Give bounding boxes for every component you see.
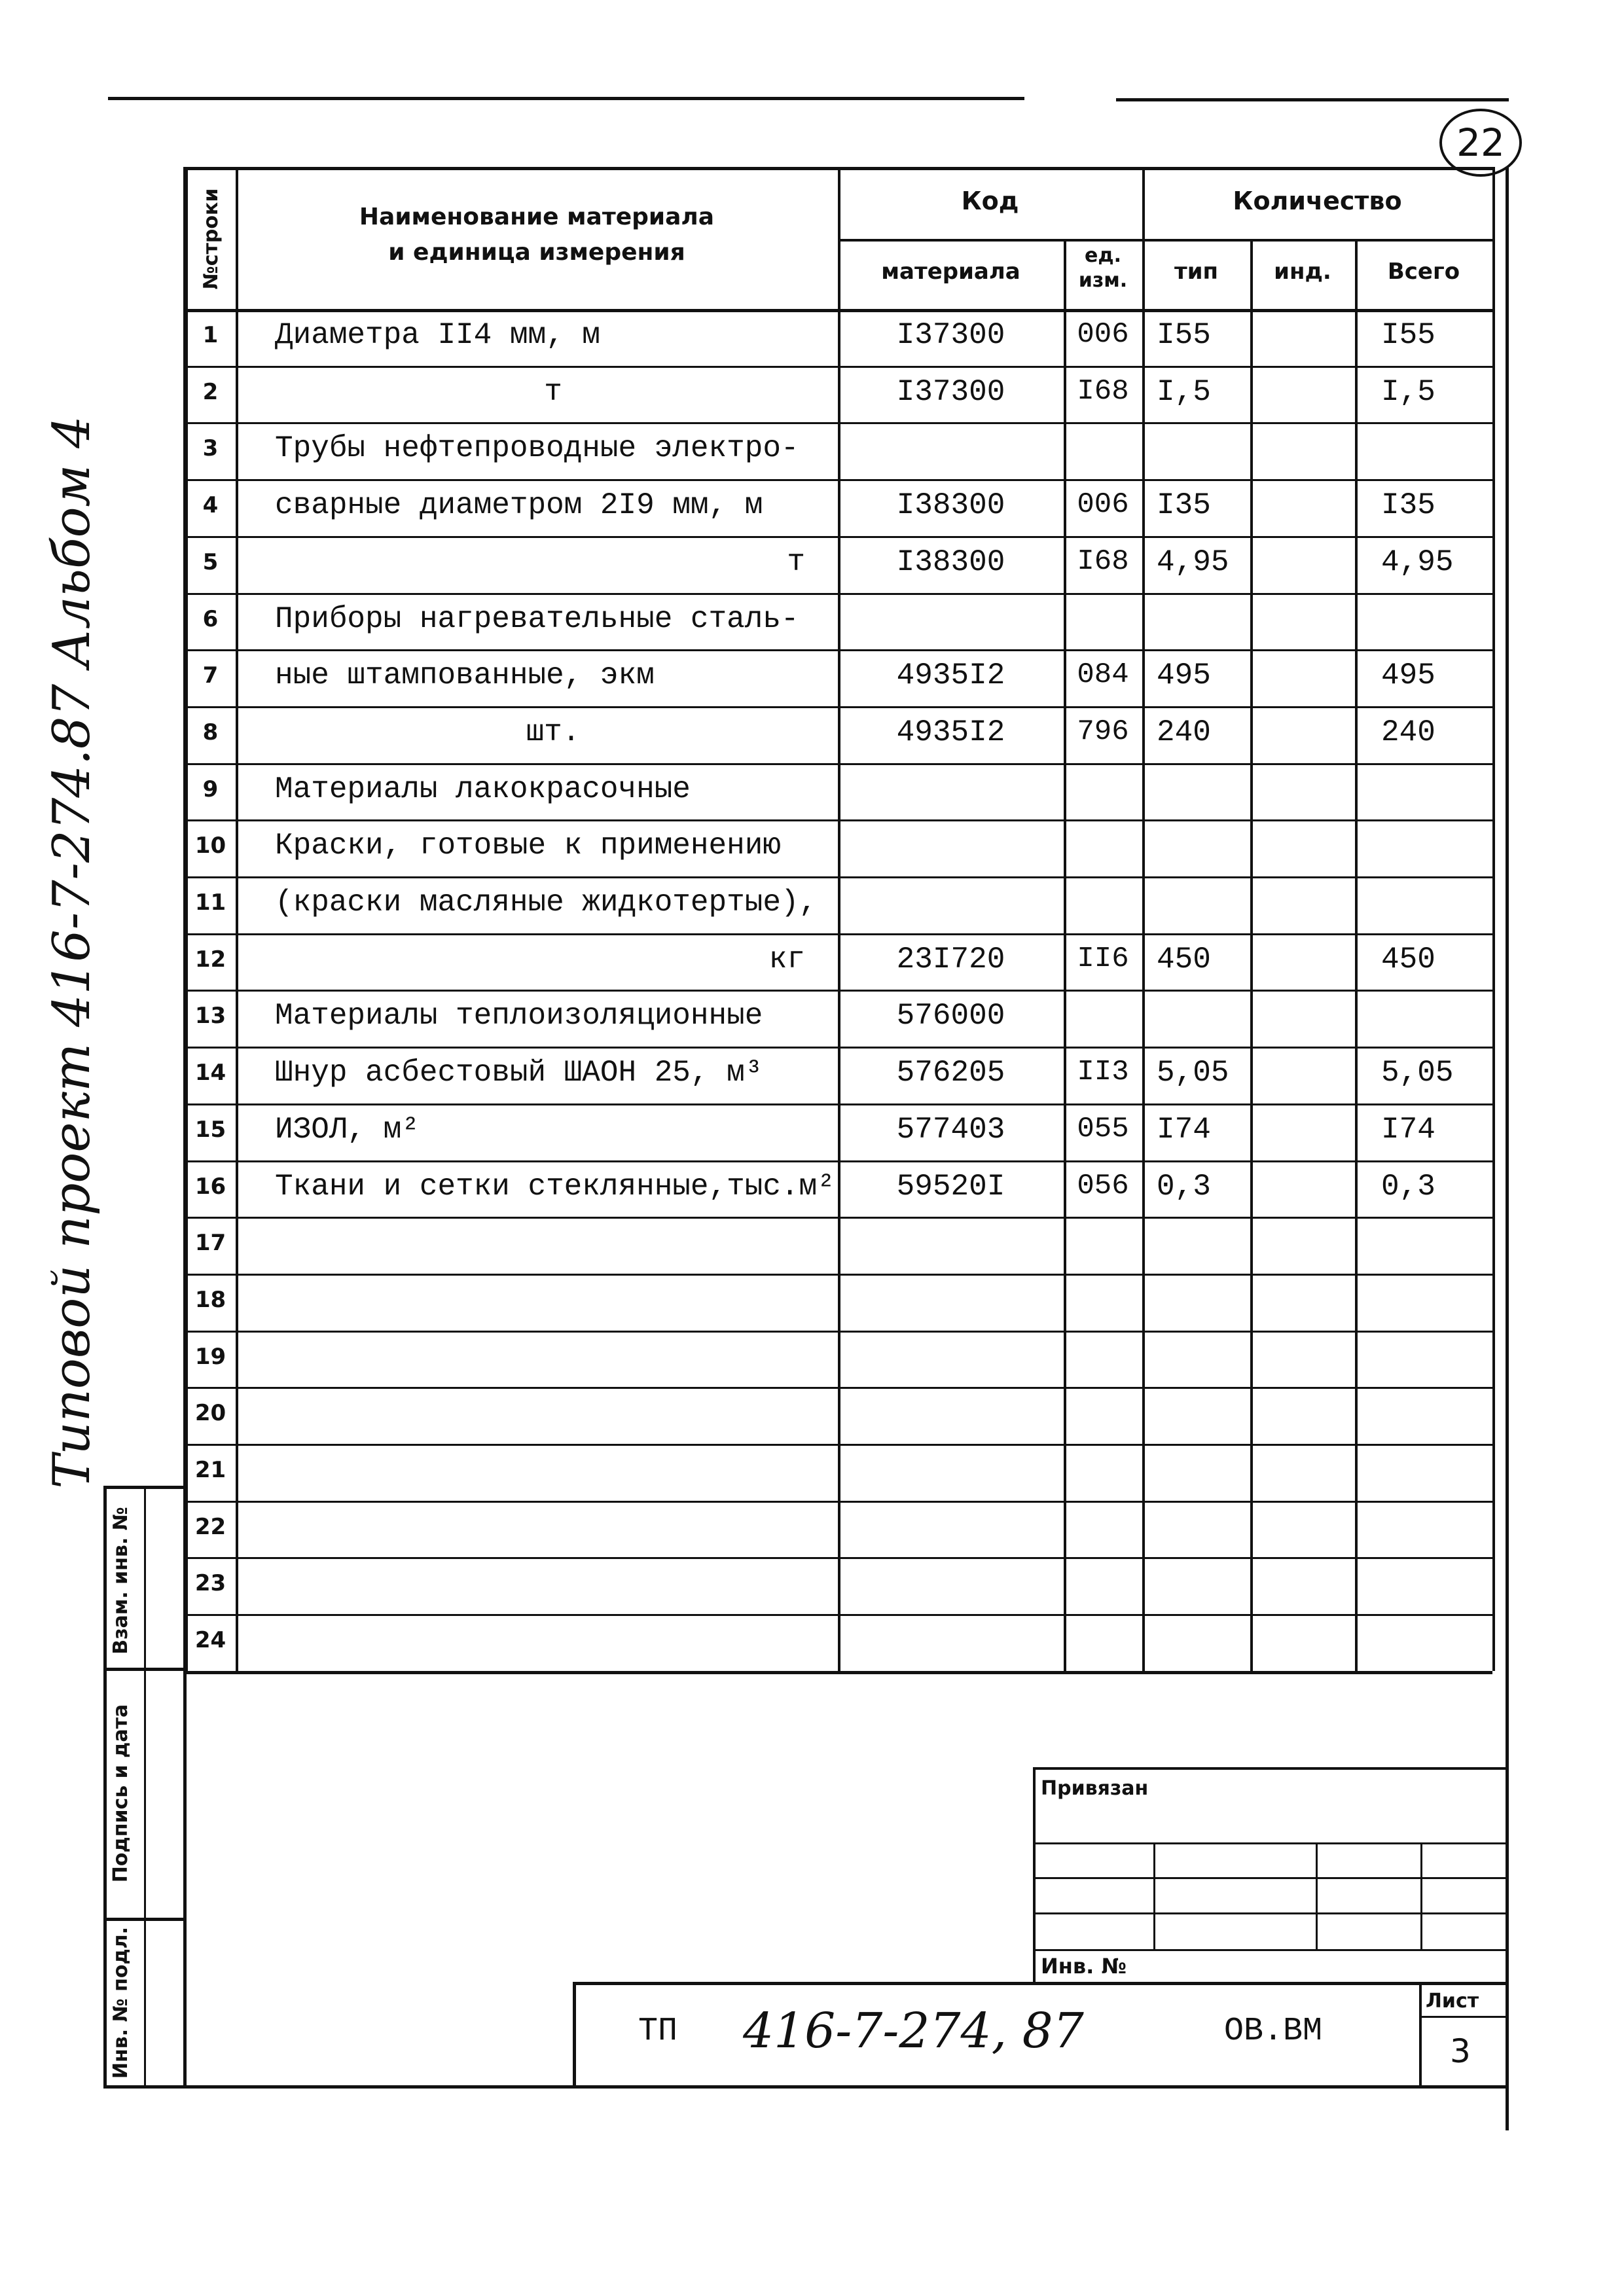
sheet-number-circle: 22 <box>1439 109 1522 177</box>
row-name: (краски масляные жидкотертые), <box>275 886 818 920</box>
row-typ: I35 <box>1157 488 1211 523</box>
row-unit: I68 <box>1077 545 1129 578</box>
row-total: I,5 <box>1381 374 1435 409</box>
row-unit: 006 <box>1077 318 1129 351</box>
table-row-line <box>185 1047 1492 1049</box>
tb-col1 <box>1153 1842 1155 1950</box>
row-name: Материалы теплоизоляционные <box>275 999 763 1033</box>
stamp-inv-podl: Инв. № подл. <box>109 1926 132 2079</box>
header-code: Код <box>961 187 1019 215</box>
row-total: 495 <box>1381 658 1435 693</box>
tb-row4 <box>1034 1949 1506 1951</box>
row-material: 576205 <box>896 1056 1005 1090</box>
row-name: ИЗОЛ, м² <box>275 1112 420 1147</box>
row-total: I55 <box>1381 318 1435 352</box>
row-name: Краски, готовые к применению <box>275 829 781 863</box>
table-row-line <box>185 422 1492 424</box>
row-number: 5 <box>202 548 219 575</box>
frame-right <box>1506 167 1509 2130</box>
row-number: 18 <box>194 1286 226 1313</box>
stamp-podpis-data: Подпись и дата <box>109 1704 132 1883</box>
row-number: 3 <box>202 435 219 462</box>
row-total: 5,05 <box>1381 1056 1454 1090</box>
stamp-border-right <box>183 167 187 2088</box>
row-name: Ткани и сетки стеклянные,тыс.м² <box>275 1169 835 1204</box>
table-row-line <box>185 649 1492 651</box>
row-number: 10 <box>194 833 226 859</box>
header-typ: тип <box>1174 259 1219 285</box>
row-material: I38300 <box>896 545 1005 579</box>
table-row-line <box>185 1331 1492 1333</box>
table-row-line <box>185 706 1492 708</box>
row-unit: 006 <box>1077 488 1129 522</box>
row-number: 24 <box>194 1627 226 1654</box>
row-number: 23 <box>194 1570 226 1597</box>
tb-row2 <box>1034 1877 1506 1879</box>
stamp-section: ОВ.ВМ <box>1224 2013 1323 2050</box>
table-row-line <box>185 1103 1492 1105</box>
row-number: 17 <box>194 1230 226 1257</box>
row-typ: 5,05 <box>1157 1056 1229 1090</box>
table-row-line <box>185 1444 1492 1446</box>
row-total: I35 <box>1381 488 1435 523</box>
table-row-line <box>185 1160 1492 1162</box>
row-number: 1 <box>202 322 219 348</box>
tb-privyazan: Привязан <box>1041 1777 1149 1800</box>
row-number: 19 <box>194 1343 226 1370</box>
row-total: I74 <box>1381 1112 1435 1147</box>
row-name: ные штампованные, экм <box>275 658 655 693</box>
header-unit: ед. изм. <box>1078 244 1128 292</box>
tb-inv-no: Инв. № <box>1041 1954 1127 1979</box>
row-material: 4935I2 <box>896 715 1005 749</box>
row-name: шт. <box>526 715 581 749</box>
stamp-sheet-left <box>1419 1982 1422 2088</box>
table-row-line <box>185 1557 1492 1559</box>
row-unit: II6 <box>1077 942 1129 975</box>
row-name: сварные диаметром 2I9 мм, м <box>275 488 763 523</box>
row-number: 4 <box>202 492 219 519</box>
header-material: материала <box>881 259 1020 285</box>
stamp-sheet-divider <box>1420 2016 1509 2018</box>
row-name: Материалы лакокрасочные <box>275 772 691 806</box>
row-name: Шнур асбестовый ШАОН 25, м³ <box>275 1056 763 1090</box>
row-unit: 084 <box>1077 658 1129 692</box>
row-number: 12 <box>194 946 226 973</box>
row-material: I37300 <box>896 374 1005 409</box>
row-typ: I55 <box>1157 318 1211 352</box>
table-col-ind <box>1355 239 1358 1671</box>
row-name: т <box>544 374 562 409</box>
row-typ: 450 <box>1157 942 1211 977</box>
row-typ: I,5 <box>1157 374 1211 409</box>
row-typ: 240 <box>1157 715 1211 749</box>
stamp-main-left <box>573 1982 576 2088</box>
row-material: I37300 <box>896 318 1005 352</box>
table-col-right <box>1492 167 1495 1671</box>
row-unit: 056 <box>1077 1169 1129 1202</box>
header-qty: Количество <box>1233 187 1402 215</box>
row-material: 576000 <box>896 999 1005 1033</box>
row-material: 4935I2 <box>896 658 1005 693</box>
table-row-line <box>185 876 1492 878</box>
row-number: 21 <box>194 1457 226 1483</box>
row-name: т <box>787 545 805 579</box>
row-unit: I68 <box>1077 374 1129 408</box>
row-number: 16 <box>194 1173 226 1200</box>
row-number: 13 <box>194 1003 226 1030</box>
row-total: 0,3 <box>1381 1169 1435 1204</box>
table-row-line <box>185 990 1492 992</box>
header-ind: инд. <box>1274 259 1331 285</box>
row-number: 22 <box>194 1513 226 1540</box>
stamp-sheet-no: 3 <box>1450 2032 1471 2070</box>
table-row-line <box>185 1274 1492 1276</box>
row-name: Трубы нефтепроводные электро- <box>275 431 799 466</box>
stamp-tp: ТП <box>638 2013 678 2050</box>
table-row-line <box>185 366 1492 368</box>
table-row-line <box>185 1614 1492 1616</box>
stamp-project-no: 416-7-274, 87 <box>743 2003 1084 2059</box>
table-row-line <box>185 1217 1492 1219</box>
stamp-inner-line <box>144 1486 146 2088</box>
tb-row1 <box>1034 1842 1506 1844</box>
stamp-vzam-inv: Взам. инв. № <box>109 1507 132 1655</box>
row-number: 8 <box>202 719 219 745</box>
row-number: 6 <box>202 605 219 632</box>
table-row-line <box>185 593 1492 595</box>
row-number: 14 <box>194 1060 226 1086</box>
row-number: 11 <box>194 889 226 916</box>
side-handwriting: Типовой проект 416-7-274.87 Альбом 4 <box>43 416 101 1489</box>
row-material: 23I720 <box>896 942 1005 977</box>
header-row-no: №строки <box>200 188 223 290</box>
frame-bottom <box>183 2085 1509 2089</box>
table-col-typ <box>1250 239 1253 1671</box>
tb-top <box>1034 1767 1506 1770</box>
header-name: Наименование материала и единица измерения <box>359 204 715 266</box>
row-unit: II3 <box>1077 1056 1129 1089</box>
table-row-line <box>185 819 1492 821</box>
tb-col2 <box>1316 1842 1318 1950</box>
table-row-line <box>185 1501 1492 1503</box>
table-row-line <box>185 536 1492 538</box>
row-typ: 0,3 <box>1157 1169 1211 1204</box>
row-typ: 495 <box>1157 658 1211 693</box>
table-header-mid <box>838 239 1492 242</box>
tb-col3 <box>1420 1842 1422 1950</box>
row-number: 7 <box>202 662 219 689</box>
row-number: 20 <box>194 1400 226 1427</box>
row-typ: I74 <box>1157 1112 1211 1147</box>
row-number: 15 <box>194 1116 226 1143</box>
table-row-line <box>185 763 1492 765</box>
table-bottom <box>185 1671 1492 1674</box>
row-name: Приборы нагревательные сталь- <box>275 601 799 636</box>
row-number: 9 <box>202 776 219 802</box>
row-total: 450 <box>1381 942 1435 977</box>
header-total: Всего <box>1387 259 1460 285</box>
row-typ: 4,95 <box>1157 545 1229 579</box>
row-unit: 055 <box>1077 1112 1129 1145</box>
row-total: 240 <box>1381 715 1435 749</box>
row-material: I38300 <box>896 488 1005 523</box>
row-material: 577403 <box>896 1112 1005 1147</box>
row-total: 4,95 <box>1381 545 1454 579</box>
row-number: 2 <box>202 378 219 405</box>
table-row-line <box>185 479 1492 481</box>
table-row-line <box>185 933 1492 935</box>
row-name: кг <box>768 942 805 977</box>
stamp-main-top <box>574 1982 1509 1985</box>
stamp-sheet-label: Лист <box>1426 1990 1479 2013</box>
table-row-line <box>185 1387 1492 1389</box>
tb-row3 <box>1034 1912 1506 1914</box>
row-material: 59520I <box>896 1169 1005 1204</box>
row-unit: 796 <box>1077 715 1129 748</box>
row-name: Диаметра II4 мм, м <box>275 318 600 352</box>
